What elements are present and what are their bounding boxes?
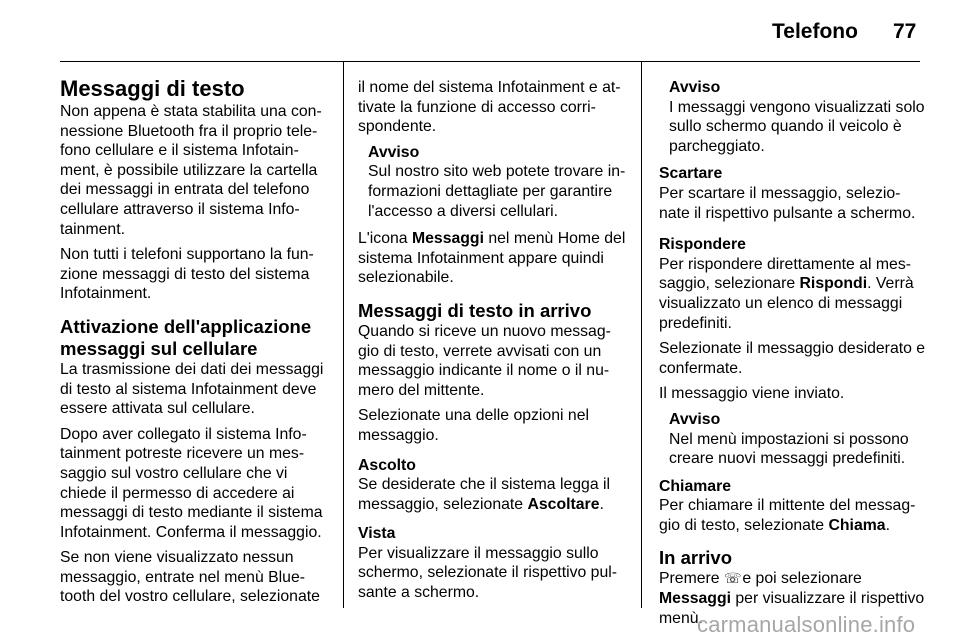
paragraph: Per rispondere direttamente al mes-saggio, selezionare Rispondi. Verrà visualizzato un elenco di messaggi predefiniti. xyxy=(659,255,914,332)
menu-label-messaggi: Messaggi xyxy=(659,590,731,608)
notice-box xyxy=(659,78,931,156)
chapter-title: Telefono xyxy=(772,20,858,43)
paragraph: Per scartare il messaggio, selezio-nate il rispettivo pulsante a schermo. xyxy=(659,184,916,222)
watermark: carmanualsonline.info xyxy=(697,612,916,637)
menu-label-messaggi: Messaggi xyxy=(411,230,484,248)
page-number: 77 xyxy=(893,20,917,43)
subsection-heading: Messaggi di testo in arrivo xyxy=(358,299,592,321)
section-heading: Messaggi di testo xyxy=(60,76,245,101)
paragraph: Selezionate una delle opzioni nel messaggio. xyxy=(358,407,589,444)
notice-title: Avviso xyxy=(669,79,721,96)
notice-text: Nel menù impostazioni si possono creare nuovi messaggi predefiniti. xyxy=(669,430,909,468)
option-heading: Rispondere xyxy=(659,236,746,254)
button-label-rispondi: Rispondi xyxy=(799,275,868,293)
column-divider-2 xyxy=(641,62,642,608)
paragraph: Quando si riceve un nuovo messag-gio di testo, verrete avvisati con un messaggio indicante il nome o il nu-mero del mittente. xyxy=(358,322,611,399)
subsection-heading: In arrivo xyxy=(659,547,732,569)
paragraph: L'icona Messaggi nel menù Home del sistema Infotainment appare quindi selezionabile. xyxy=(358,230,626,287)
paragraph: il nome del sistema Infotainment e at-tivate la funzione di accesso corri-spondente. xyxy=(358,79,621,136)
paragraph: Se non viene visualizzato nessun messaggio, entrate nel menù Blue-tooth del vostro cellulare, selezionate xyxy=(60,549,320,606)
paragraph: Per visualizzare il messaggio sullo schermo, selezionate il rispettivo pul-sante a schermo. xyxy=(358,544,618,602)
paragraph: Per chiamare il mittente del messag-gio di testo, selezionate Chiama. xyxy=(659,497,916,534)
paragraph: Non appena è stata stabilita una con-nessione Bluetooth fra il proprio tele-fono cellulare e il sistema Infotain-ment, è possibile utilizzare la cartella dei messaggi in entrata del telefono cellulare attraverso il sistema Info-tainment. xyxy=(60,103,322,238)
subsection-heading: Attivazione dell'applicazione messaggi sul cellulare xyxy=(60,315,312,359)
column-divider-1 xyxy=(343,62,344,608)
header-rule xyxy=(60,61,920,62)
notice-title: Avviso xyxy=(669,410,721,428)
paragraph: Se desiderate che il sistema legga il messaggio, selezionate Ascoltare. xyxy=(358,476,611,513)
notice-box xyxy=(659,410,931,469)
paragraph: Non tutti i telefoni supportano la fun-zione messaggi di testo del sistema Infotainment. xyxy=(60,246,314,303)
notice-box xyxy=(358,143,630,221)
column-2 xyxy=(358,78,630,609)
option-heading: Ascolto xyxy=(358,456,416,474)
paragraph: Selezionate il messaggio desiderato e confermate. xyxy=(659,340,926,377)
notice-text: Sul nostro sito web potete trovare in-formazioni dettagliate per garantire l'accesso a diversi cellulari. xyxy=(368,163,626,220)
paragraph: Premere ☏ e poi selezionare Messaggi per visualizzare il rispettivo menù. xyxy=(659,570,925,627)
button-label-ascoltare: Ascoltare xyxy=(527,495,600,513)
paragraph: Il messaggio viene inviato. xyxy=(659,385,845,403)
paragraph: Dopo aver collegato il sistema Info-tainment potreste ricevere un mes-saggio sul vostro cellulare che vi chiede il permesso di accedere ai messaggi di testo mediante il sistema Infotainment. Conferma il messaggio. xyxy=(60,425,323,541)
paragraph: La trasmissione dei dati dei messaggi di testo al sistema Infotainment deve essere attivata sul cellulare. xyxy=(60,360,324,418)
phone-icon: ☏ xyxy=(723,570,742,587)
option-heading: Vista xyxy=(358,525,396,543)
notice-title: Avviso xyxy=(368,143,420,161)
page-header xyxy=(0,0,960,62)
column-1 xyxy=(60,76,332,613)
notice-text: I messaggi vengono visualizzati solo sullo schermo quando il veicolo è parcheggiato. xyxy=(669,98,925,155)
option-heading: Chiamare xyxy=(659,477,731,495)
button-label-chiama: Chiama xyxy=(828,516,886,534)
column-3 xyxy=(659,78,931,634)
option-heading: Scartare xyxy=(659,165,723,183)
